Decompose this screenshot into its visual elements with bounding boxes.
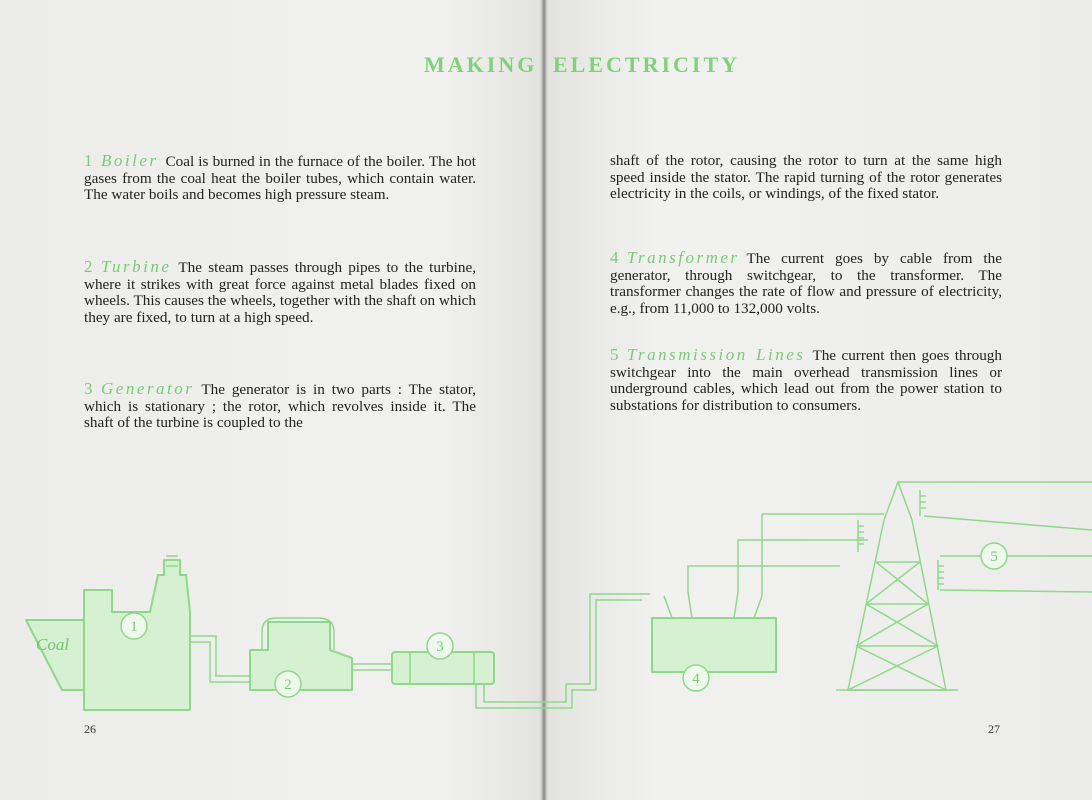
page-number-right: 27 xyxy=(988,722,1000,736)
marker-label: 5 xyxy=(990,549,998,565)
marker-label: 3 xyxy=(436,639,444,655)
section-number: 5 xyxy=(610,345,621,364)
section-number: 4 xyxy=(610,248,621,267)
section-number: 3 xyxy=(84,379,95,398)
section-text: The steam passes through pipes to the turbine, where it strikes with great force against metal blades fixed on wheels. This causes the wheels, together with the shaft on which they are fixed, to turn at a high speed. xyxy=(84,259,476,326)
section-heading: Transmission Lines xyxy=(627,345,806,364)
section-text: The current then goes through switchgear into the main overhead transmission lines or underground cables, which lead out from the power station to substations for distribution to consumers. xyxy=(610,347,1002,414)
pylon xyxy=(848,482,946,690)
page-title-right: ELECTRICITY xyxy=(553,52,741,77)
section-heading: Generator xyxy=(101,379,195,398)
marker-label: 2 xyxy=(284,677,292,693)
section-text: The current goes by cable from the generator, through switchgear, to the transformer. The transformer changes the rate of flow and pressure of electricity, e.g., from 11,000 to 132,000 volts. xyxy=(610,250,1002,317)
transformer xyxy=(652,618,776,672)
section-text: Coal is burned in the furnace of the boiler. The hot gases from the coal heat the boiler tubes, which contain water. The water boils and becomes high pressure steam. xyxy=(84,153,476,204)
section-heading: Turbine xyxy=(101,257,172,276)
marker-label: 1 xyxy=(130,619,138,635)
page-number-left: 26 xyxy=(84,722,96,736)
section-number: 1 xyxy=(84,151,95,170)
marker-label: 4 xyxy=(692,671,700,687)
section-heading: Boiler xyxy=(101,151,159,170)
section-text: The generator is in two parts : The stator, which is stationary ; the rotor, which revolves inside it. The shaft of the turbine is coupled to the xyxy=(84,381,476,432)
page-title-left: MAKING xyxy=(424,52,538,77)
section-number: 2 xyxy=(84,257,95,276)
coal-label: Coal xyxy=(36,635,70,654)
section-heading: Transformer xyxy=(627,248,740,267)
section-text: shaft of the rotor, causing the rotor to turn at the same high speed inside the stator. The rapid turning of the rotor generates electricity in the coils, or windings, of the fixed stator. xyxy=(610,152,1002,203)
